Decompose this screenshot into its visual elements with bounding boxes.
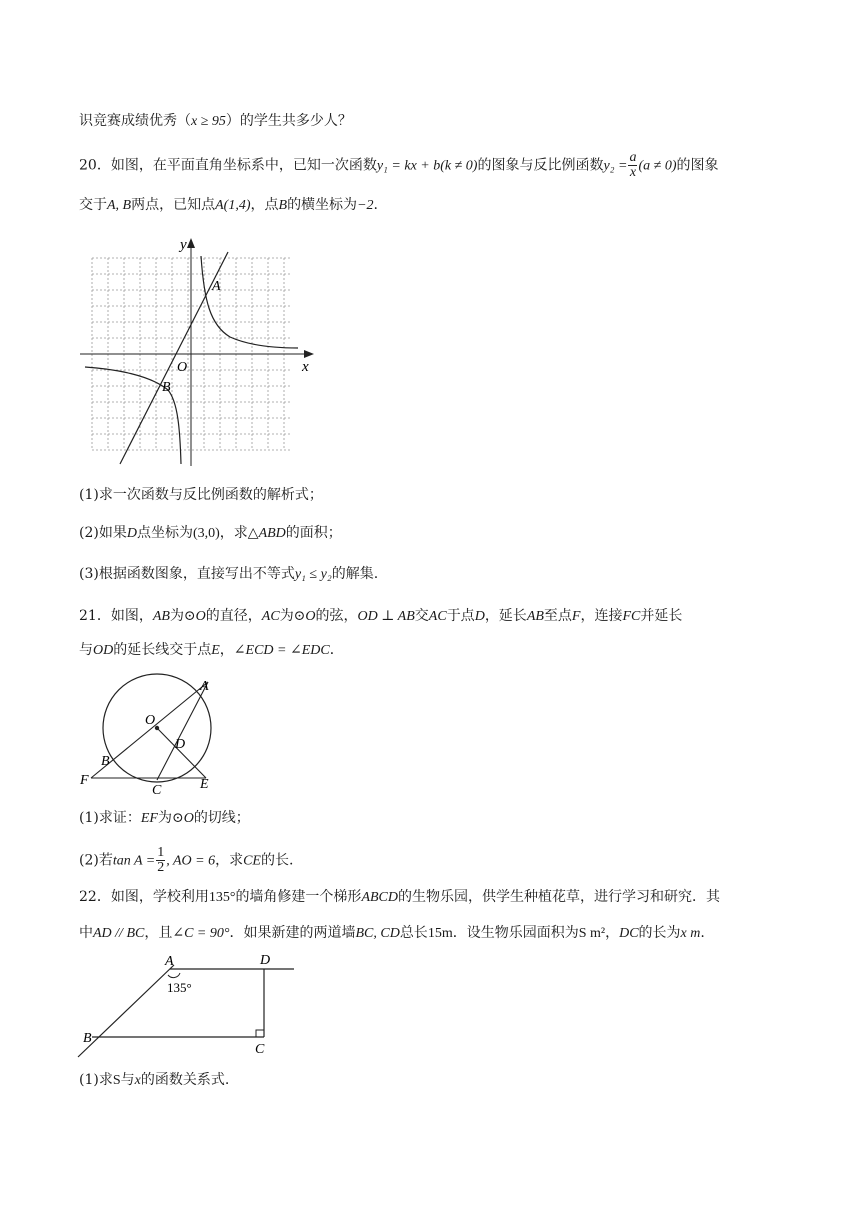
fig21-label-a: A — [200, 679, 209, 694]
q22-stem-line2: 中AD // BC，且∠C = 90°．如果新建的两道墙BC, CD总长15m．设生物乐园面积为S m²，DC的长为x m. — [79, 925, 705, 941]
q19-text-end: ）的学生共多少人？ — [225, 113, 352, 129]
y-axis-label: y — [180, 237, 187, 253]
q21-sub1: (1)求证：EF为⊙O的切线； — [79, 810, 250, 826]
q22-stem-line1: 22．如图，学校利用135°的墙角修建一个梯形ABCD的生物乐园，供学生种植花草，进行学习和研究．其 — [79, 889, 720, 905]
origin-label: O — [177, 360, 188, 375]
fig22-angle-label: 135° — [167, 980, 192, 995]
q20-graph — [70, 230, 320, 470]
q21-figure — [70, 672, 230, 802]
fig22-label-c: C — [255, 1042, 265, 1057]
q20-inequality: y₁ ≤ y₂ — [294, 567, 332, 582]
fig21-label-f: F — [80, 773, 89, 788]
q20-text: 的图象 — [676, 157, 719, 174]
fig21-label-o: O — [145, 713, 156, 728]
q20-b-x: −2 — [357, 198, 374, 213]
x-axis-label: x — [302, 359, 309, 375]
fig22-label-b: B — [83, 1031, 92, 1046]
q20-stem-line2: 交于A, B两点，已知点A(1,4)，点B的横坐标为−2. — [79, 197, 378, 213]
q20-sub2: (2)如果D点坐标为(3,0)，求△ABD的面积； — [79, 525, 342, 541]
point-a-label: A — [212, 279, 221, 294]
fig21-label-d: D — [175, 737, 186, 752]
q21-stem-line1: 21．如图，AB为⊙O的直径，AC为⊙O的弦，OD ⊥ AB交AC于点D，延长AB至点F，连接FC并延长 — [79, 608, 683, 624]
q21-stem-line2: 与OD的延长线交于点E，∠ECD = ∠EDC． — [79, 642, 344, 658]
q20-sub1: (1)求一次函数与反比例函数的解析式； — [79, 487, 323, 503]
fig21-label-e: E — [200, 777, 209, 792]
q20-inverse-condition: (a ≠ 0) — [638, 158, 677, 174]
q20-point-a: A(1,4) — [215, 198, 251, 213]
q20-stem-line1 — [79, 151, 719, 180]
q19-condition: x ≥ 95 — [191, 114, 226, 129]
point-b-label: B — [162, 380, 171, 395]
q20-text: 的图象与反比例函数 — [477, 157, 604, 174]
fig22-label-a: A — [165, 954, 174, 969]
fig21-label-c: C — [152, 783, 162, 798]
q22-figure — [70, 948, 300, 1066]
fig22-label-d: D — [260, 953, 271, 968]
q20-text: 20．如图，在平面直角坐标系中，已知一次函数 — [79, 157, 377, 174]
q20-linear-function: y₁ = kx + b(k ≠ 0) — [376, 158, 478, 174]
q22-sub1: (1)求S与x的函数关系式. — [79, 1072, 230, 1088]
q21-fraction: $\frac{1}{2}$ — [157, 845, 165, 875]
q21-angle-equation: ∠ECD = ∠EDC — [233, 643, 330, 658]
q20-sub3: (3)根据函数图象，直接写出不等式y₁ ≤ y₂的解集. — [79, 566, 379, 582]
q20-point-d: (3,0) — [192, 526, 220, 541]
q20-fraction: $\frac{a}{x}$ — [629, 150, 637, 180]
q21-sub2: (2)若tan A = $\frac{1}{2}$ , AO = 6，求CE的长. — [79, 845, 294, 875]
q19-text: 识竞赛成绩优秀（ — [79, 113, 191, 129]
q19-tail-line — [79, 111, 352, 132]
fig21-label-b: B — [101, 754, 110, 769]
q20-inverse-function: y₂ = — [603, 158, 628, 174]
